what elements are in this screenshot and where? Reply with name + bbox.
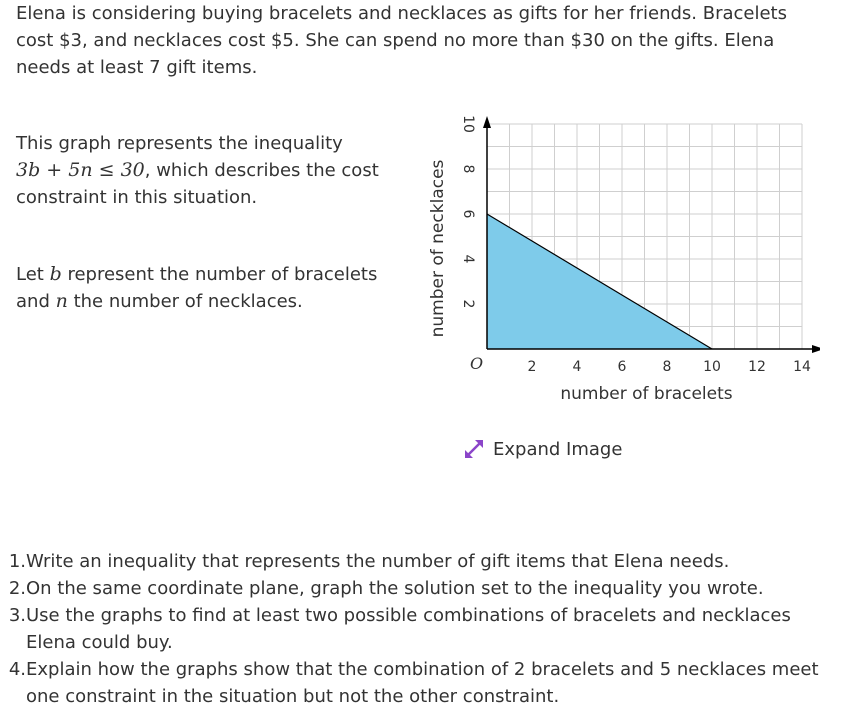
variable-definitions: Let b represent the number of bracelets and n the number of necklaces. <box>16 263 378 312</box>
expand-image-link[interactable] <box>463 438 622 460</box>
y-tick-label: 2 <box>460 299 476 309</box>
list-item: 1. Write an inequality that represents the number of gift items that Elena needs. <box>8 551 730 572</box>
x-tick-label: 8 <box>662 359 672 375</box>
list-item: 4. Explain how the graphs show that the combination of 2 bracelets and 5 necklaces meet one constraint in the situation but not the other constraint. <box>8 659 819 707</box>
x-axis-arrow <box>812 345 820 353</box>
x-tick-label: 12 <box>748 359 766 375</box>
inequality-math: 3b + 5n ≤ 30 <box>16 159 145 181</box>
inequality-graph <box>420 110 820 410</box>
x-axis-label: number of bracelets <box>560 384 733 404</box>
y-tick-label: 6 <box>460 209 476 219</box>
y-axis-label: number of necklaces <box>428 159 448 338</box>
intro-paragraph: Elena is considering buying bracelets and necklaces as gifts for her friends. Bracelets cost $3, and necklaces cost $5. She can spend no more than $30 on the gifts. Elena needs at least 7 gift items. <box>16 3 787 78</box>
x-tick-label: 4 <box>572 359 582 375</box>
origin-label: O <box>470 354 484 373</box>
x-tick-label: 2 <box>527 359 537 375</box>
x-tick-label: 6 <box>617 359 627 375</box>
graph-description <box>16 130 411 315</box>
list-item: 3. Use the graphs to find at least two possible combinations of bracelets and necklaces Elena could buy. <box>8 605 791 653</box>
x-tick-label: 10 <box>703 359 721 375</box>
x-tick-label: 14 <box>793 359 811 375</box>
y-tick-label: 4 <box>460 254 476 264</box>
y-tick-label: 8 <box>460 164 476 174</box>
inequality-description: This graph represents the inequality 3b + 5n ≤ 30, which describes the cost constraint in this situation. <box>16 133 379 208</box>
y-axis-arrow <box>483 116 491 128</box>
variable-b: b <box>49 263 62 285</box>
question-list <box>0 548 844 710</box>
variable-n: n <box>55 290 68 312</box>
expand-arrows-icon <box>463 438 485 460</box>
y-tick-label: 10 <box>460 115 476 133</box>
list-item: 2. On the same coordinate plane, graph the solution set to the inequality you wrote. <box>8 578 764 599</box>
expand-image-label: Expand Image <box>493 438 623 460</box>
